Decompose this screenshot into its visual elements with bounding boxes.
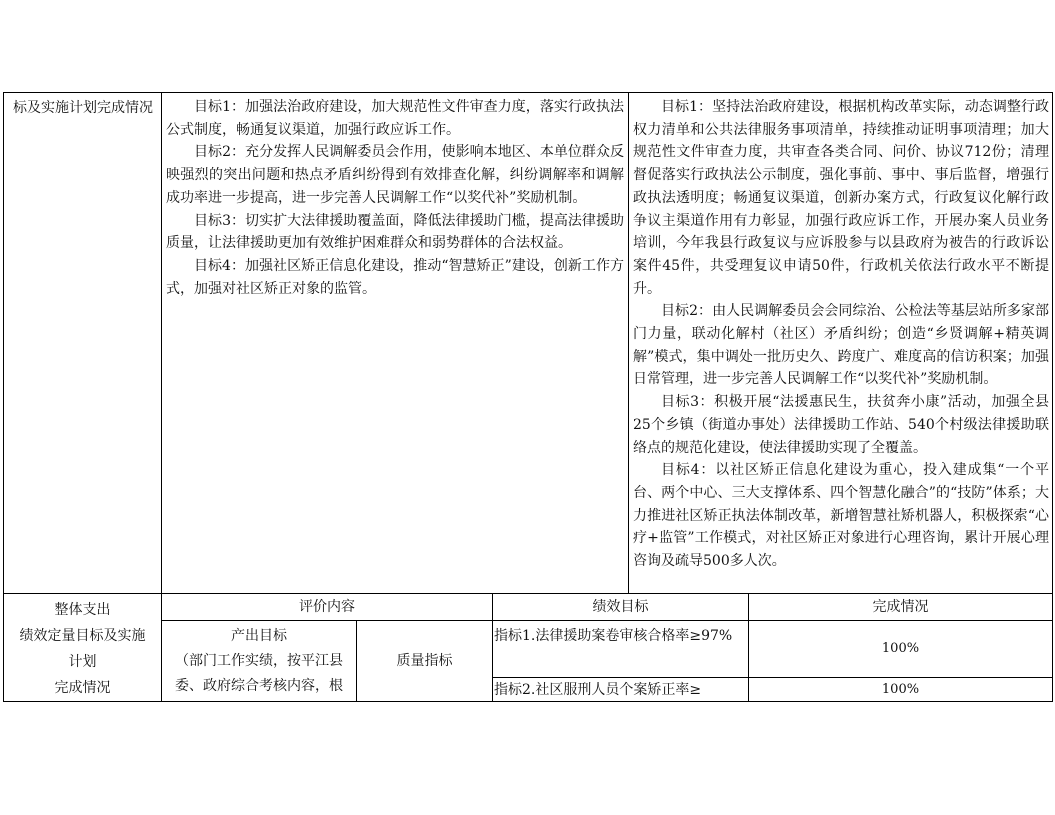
plan-goal-4: 目标4：加强社区矫正信息化建设，推动“智慧矫正”建设，创新工作方式，加强对社区矫正对象的监管。 <box>166 257 624 297</box>
row-label-plan-completion: 标及实施计划完成情况 <box>13 100 153 116</box>
indicator-2-text: 指标2.社区服刑人员个案矫正率≥ <box>494 682 702 698</box>
output-goal-cell <box>162 624 356 699</box>
row-label-line: 绩效定量目标及实施 <box>19 628 146 644</box>
indicator-1-status: 100% <box>881 641 920 656</box>
row-label-line: 计划 <box>68 654 97 670</box>
plan-goal-2: 目标2：充分发挥人民调解委员会作用，使影响本地区、本单位群众反映强烈的突出问题和热点矛盾纠纷得到有效排查化解，纠纷调解率和调解成功率进一步提高，进一步完善人民调解工作“以奖代补”奖励机制。 <box>166 144 624 206</box>
grid-line <box>492 677 1053 678</box>
row-label-line: 整体支出 <box>54 602 111 618</box>
actual-goal-3: 目标3：积极开展“法援惠民生，扶贫奔小康”活动，加强全县25个乡镇（街道办事处）法律援助工作站、540个村级法律援助联络点的规范化建设，使法律援助实现了全覆盖。 <box>633 394 1049 456</box>
actual-goals-cell <box>633 96 1049 573</box>
header-target: 绩效目标 <box>592 599 649 615</box>
grid-line <box>628 92 629 594</box>
grid-line <box>1052 92 1053 702</box>
header-content: 评价内容 <box>299 599 355 615</box>
actual-goal-2: 目标2：由人民调解委员会会同综治、公检法等基层站所多家部门力量，联动化解村（社区）矛盾纠纷；创造“乡贤调解+精英调解”模式，集中调处一批历史久、跨度广、难度高的信访积案；加强日常管理，进一步完善人民调解工作“以奖代补”奖励机制。 <box>633 303 1049 388</box>
row-label-line: 完成情况 <box>54 680 111 696</box>
plan-goals-cell <box>166 96 624 300</box>
plan-goal-3: 目标3：切实扩大法律援助覆盖面，降低法律援助门槛，提高法律援助质量，让法律援助更加有效维护困难群众和弱势群体的合法权益。 <box>166 212 624 252</box>
grid-line <box>161 620 1053 621</box>
output-goal-line: （部门工作实绩，按平江县 <box>175 653 343 669</box>
indicator-2-status: 100% <box>881 682 920 697</box>
header-status: 完成情况 <box>872 599 929 615</box>
output-goal-line: 委、政府综合考核内容，根 <box>175 678 343 694</box>
quality-indicator-label: 质量指标 <box>396 653 453 669</box>
indicator-1-text: 指标1.法律援助案卷审核合格率≥97% <box>494 628 733 644</box>
row-label-quantitative <box>4 597 161 701</box>
plan-goal-1: 目标1：加强法治政府建设，加大规范性文件审查力度，落实行政执法公式制度，畅通复议渠道，加强行政应诉工作。 <box>166 99 624 138</box>
actual-goal-1: 目标1：坚持法治政府建设，根据机构改革实际，动态调整行政权力清单和公共法律服务事项清单，持续推动证明事项清理；加大规范性文件审查力度，共审查各类合同、问价、协议712份；清理督促落实行政执法公示制度，强化事前、事中、事后监督，增强行政执法透明度；畅通复议渠道，创新办案方式，行政复议化解行政争议主渠道作用有力彰显，加强行政应诉工作，开展办案人员业务培训，今年我县行政复议与应诉股参与以县政府为被告的行政诉讼案件45件，共受理复议申请50件，行政机关依法行政水平不断提升。 <box>633 99 1049 297</box>
actual-goal-4: 目标4：以社区矫正信息化建设为重心，投入建成集“一个平台、两个中心、三大支撑体系、四个智慧化融合”的“技防”体系；大力推进社区矫正执法体制改革，新增智慧社矫机器人，积极探索“心疗+监管”工作模式，对社区矫正对象进行心理咨询，累计开展心理咨询及疏导500多人次。 <box>633 462 1049 570</box>
output-goal-line: 产出目标 <box>231 628 287 644</box>
